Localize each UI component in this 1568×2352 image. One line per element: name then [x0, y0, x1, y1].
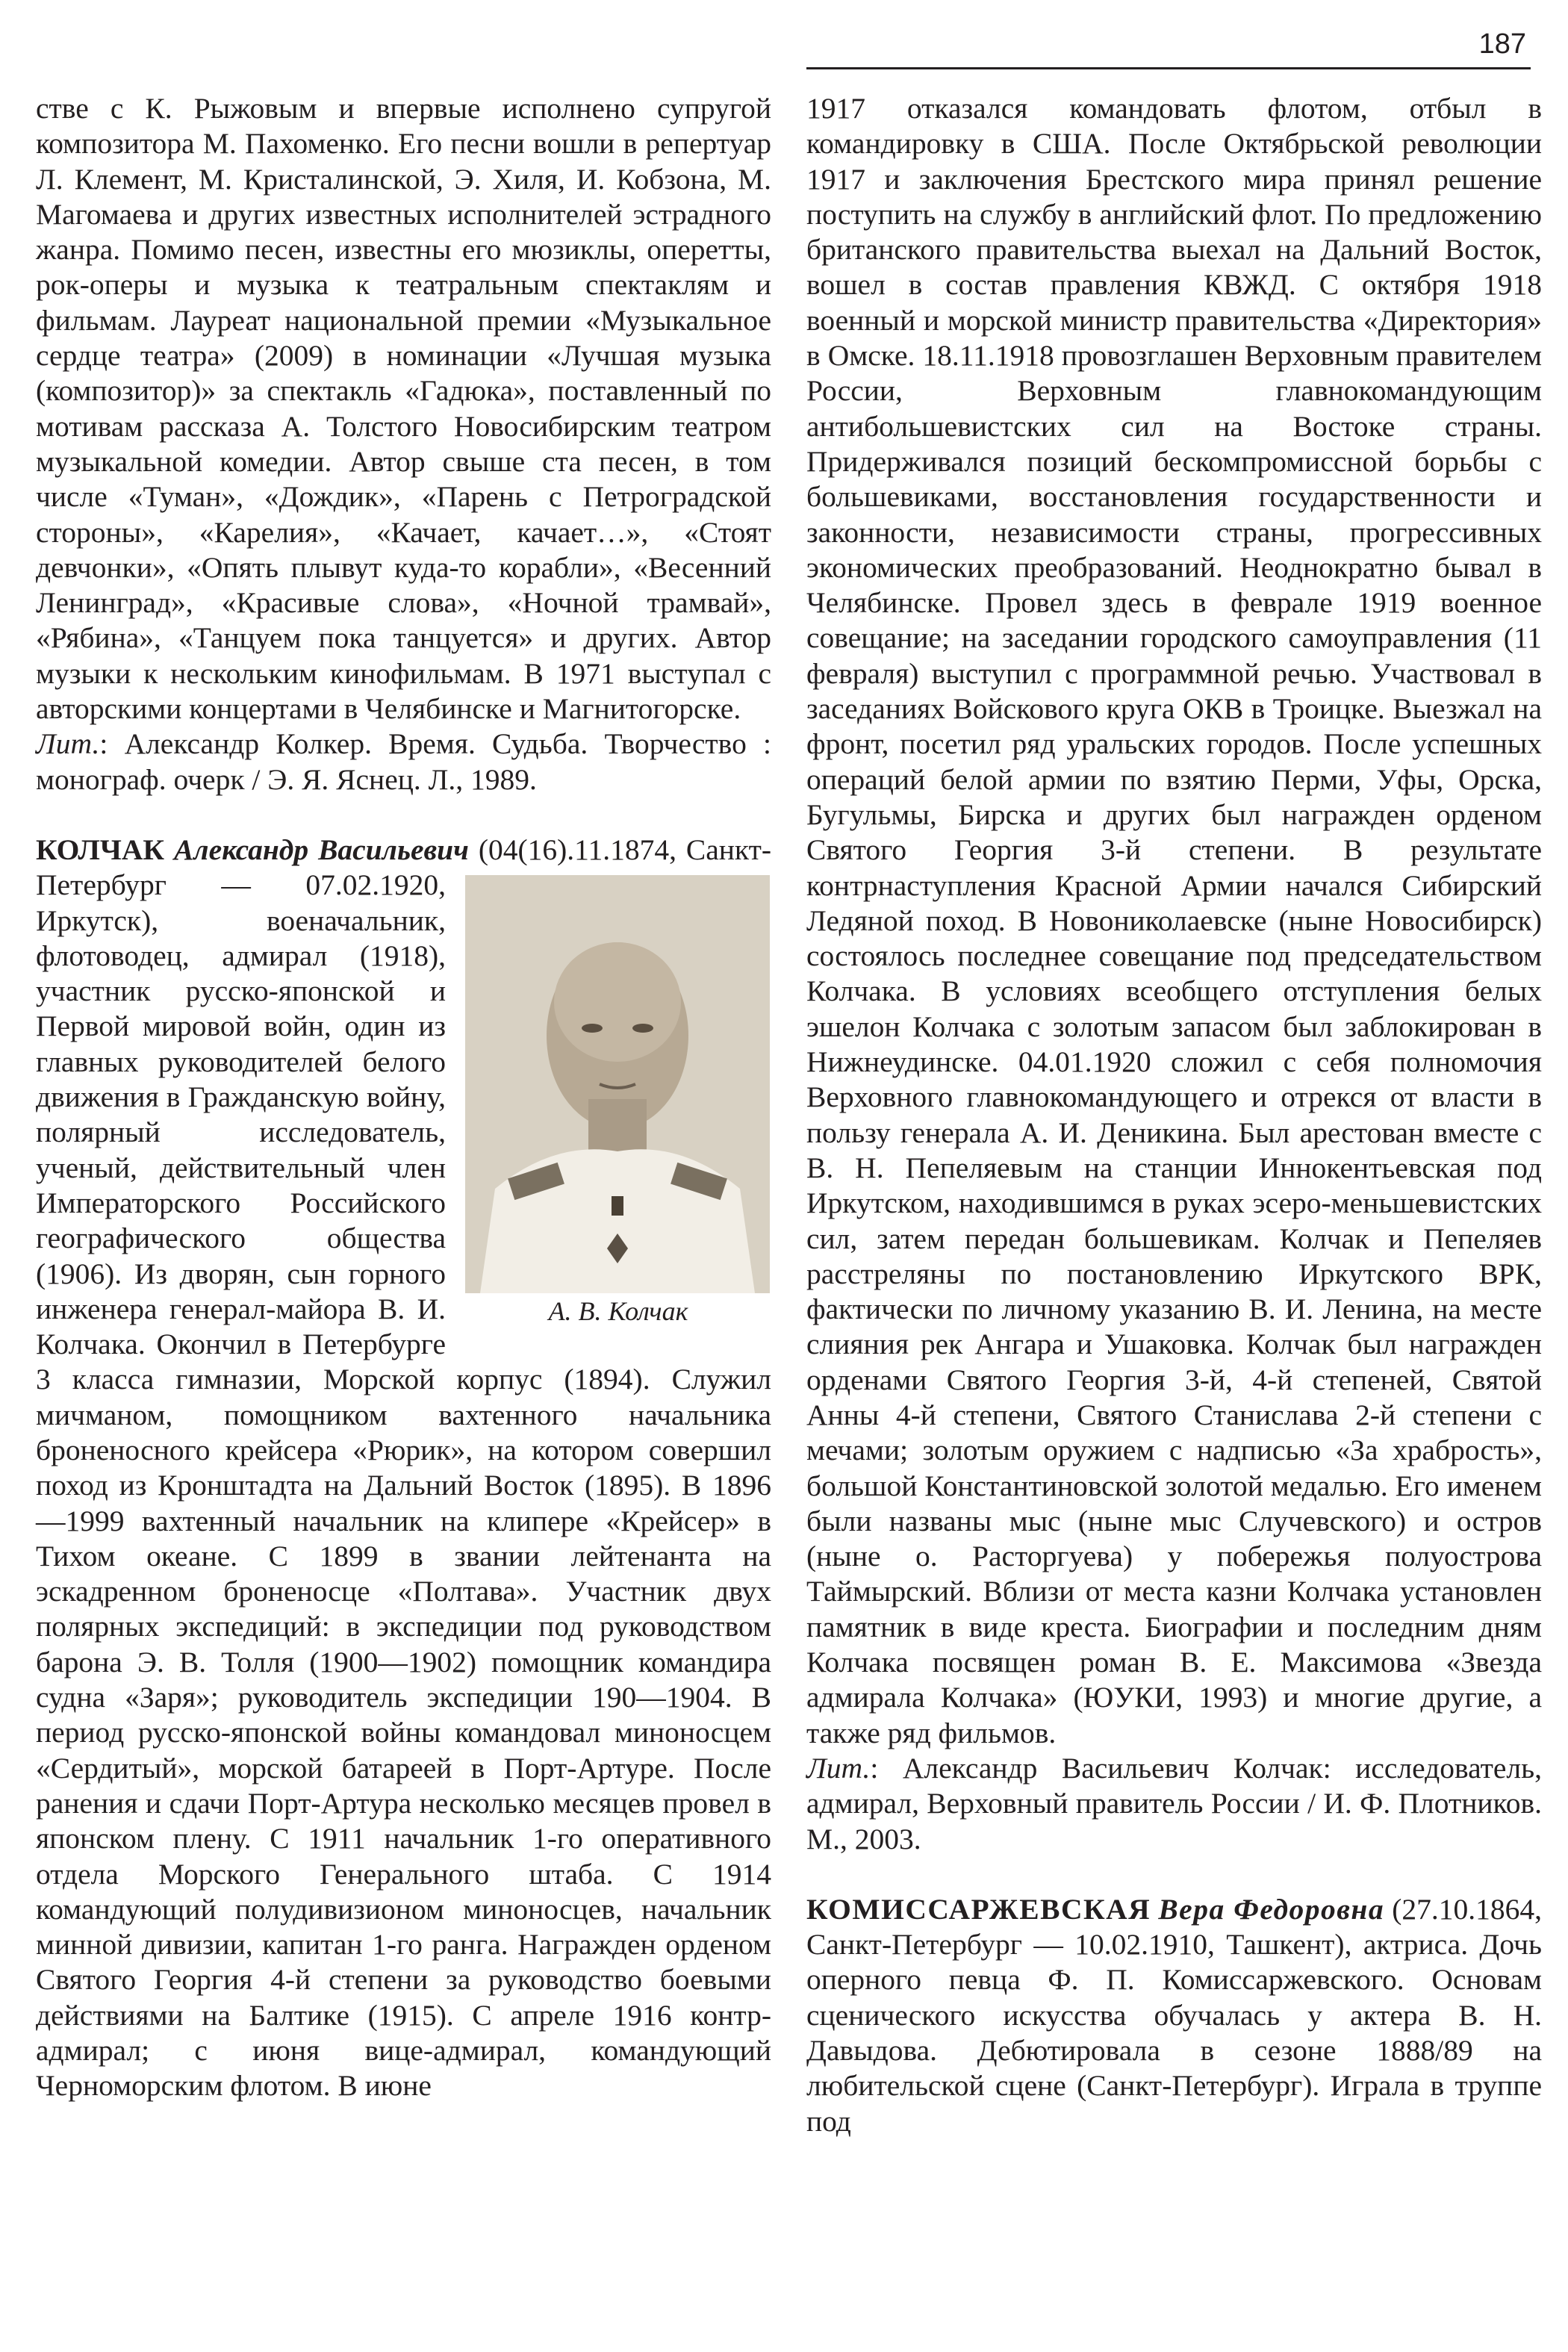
kolchak-literature [806, 1751, 1542, 1857]
lit-label: Лит. [806, 1751, 871, 1785]
page-number: 187 [1478, 28, 1526, 60]
portrait-figure [465, 875, 771, 1328]
entry-given-name: Вера Федоровна [1158, 1892, 1385, 1926]
entry-given-name: Александр Васильевич [173, 833, 469, 866]
left-column [36, 91, 771, 2104]
kolchak-entry [36, 833, 771, 2104]
komissarzhevskaya-entry [806, 1892, 1542, 2139]
kolchak-text: (04(16).11.1874, Санкт-Петербург — 07.02.1920, Иркутск), военачальник, флотоводец, адмирал (1918), участник русско-японской и Первой мировой войн, один из главных руководителей белого движения в Гражданскую войну, полярный исследователь, ученый, действительный член Императорского Российского географического общества (1906). Из дворян, сын горного инженера генерал-майора В. И. Колчака. Окончил в Петербурге 3 класса гимназии, Морской корпус (1894). Служил мичманом, помощником вахтенного начальника броненосного крейсера «Рюрик», на котором совершил поход из Кронштадта на Дальний Восток (1895). В 1896—1999 вахтенный начальник на клипере «Крейсер» в Тихом океане. С 1899 в звании лейтенанта на эскадренном броненосце «Полтава». Участник двух полярных экспедиций: в экспедиции под руководством барона Э. В. Толля (1900—1902) помощник командира судна «Заря»; руководитель экспедиции 190—1904. В период русско-японской войны командовал миноносцем «Сердитый», морской батареей в Порт-Артуре. После ранения и сдачи Порт-Артура несколько месяцев провел в японском плену. С 1911 начальник 1-го оперативного отдела Морского Генерального штаба. С 1914 командующий полудивизионом миноносцев, начальник минной дивизии, капитан 1-го ранга. Награжден орденом Святого Георгия 4-й степени за руководство боевыми действиями на Балтике (1915). С апреле 1916 контр-адмирал; с июня вице-адмирал, командующий Черноморским флотом. В июне [36, 833, 771, 2103]
lit-label: Лит. [36, 727, 100, 761]
kolchak-portrait-image [465, 875, 770, 1293]
entry-gap [36, 797, 771, 833]
lit-text: : Александр Колкер. Время. Судьба. Творчество : монограф. очерк / Э. Я. Яснец. Л., 1989. [36, 727, 771, 796]
kolchak-entry-continued: 1917 отказался командовать флотом, отбыл в командировку в США. После Октябрьской революции 1917 и заключения Брестского мира принял решение поступить на службу в английский флот. По предложению британского правительства выехал на Дальний Восток, вошел в состав правления КВЖД. С октября 1918 военный и морской министр правительства «Директория» в Омске. 18.11.1918 провозглашен Верховным правителем России, Верховным главнокомандующим антибольшевистских сил на Востоке страны. Придерживался позиций бескомпромиссной борьбы с большевиками, восстановления государственности и законности, независимости страны, прогрессивных экономических преобразований. Неоднократно бывал в Челябинске. Провел здесь в феврале 1919 военное совещание; на заседании городского самоуправления (11 февраля) выступил с программной речью. Участвовал в заседаниях Войскового круга ОКВ в Троицке. Выезжал на фронт, посетил ряд уральских городов. После успешных операций белой армии по взятию Перми, Уфы, Орска, Бугульмы, Бирска и других был награжден орденом Святого Георгия 3-й степени. В результате контрнаступления Красной Армии начался Сибирский Ледяной поход. В Новониколаевске (ныне Новосибирск) состоялось последнее совещание под председательством Колчака. В условиях всеобщего отступления белых эшелон Колчака с золотым запасом был заблокирован в Нижнеудинске. 04.01.1920 сложил с себя полномочия Верховного главнокомандующего и отрекся от власти в пользу генерала А. И. Деникина. Был арестован вместе с В. Н. Пепеляевым на станции Иннокентьевская под Иркутском, находившимся в руках эсеро-меньшевистских сил, затем передан большевикам. Колчак и Пепеляев расстреляны по постановлению Иркутского ВРК, фактически по личному указанию В. И. Ленина, на месте слияния рек Ангара и Ушаковка. Колчак был награжден орденами Святого Георгия 3-й, 4-й степеней, Святой Анны 4-й степени, Святого Станислава 2-й степени с мечами; золотым оружием с надписью «За храбрость», большой Константиновской золотой медалью. Его именем были названы мыс (ныне мыс Случевского) и остров (ныне о. Расторгуева) у побережья полуострова Таймырский. Вблизи от места казни Колчака установлен памятник в виде креста. Биографии и последним дням Колчака посвящен роман В. Е. Максимова «Звезда адмирала Колчака» (ЮУКИ, 1993) и многие другие, а также ряд фильмов. [806, 92, 1542, 1749]
portrait-caption: А. В. Колчак [548, 1296, 688, 1327]
right-column [806, 91, 1542, 2139]
entry-gap [806, 1857, 1542, 1892]
entry-headword: КОМИССАРЖЕВСКАЯ [806, 1892, 1151, 1926]
entry-headword: КОЛЧАК [36, 833, 165, 866]
header-rule [806, 67, 1531, 69]
komissarzhevskaya-text: (27.10.1864, Санкт-Петербург — 10.02.1910, Ташкент), актриса. Дочь оперного певца Ф. П. Комиссаржевского. Основам сценического искусства обучалась у актера В. Н. Давыдова. Дебютировала в сезоне 1888/89 на любительской сцене (Санкт-Петербург). Играла в труппе под [806, 1892, 1543, 2138]
lit-text: : Александр Васильевич Колчак: исследователь, адмирал, Верховный правитель России / И. Ф. Плотников. М., 2003. [806, 1751, 1542, 1855]
kolker-literature [36, 727, 771, 797]
kolker-entry-end: стве с К. Рыжовым и впервые исполнено супругой композитора М. Пахоменко. Его песни вошли в репертуар Л. Клемент, М. Кристалинской, Э. Хиля, И. Кобзона, М. Магомаева и других известных исполнителей эстрадного жанра. Помимо песен, известны его мюзиклы, оперетты, рок-оперы и музыка к театральным спектаклям и фильмам. Лауреат национальной премии «Музыкальное сердце театра» (2009) в номинации «Лучшая музыка (композитор)» за спектакль «Гадюка», поставленный по мотивам рассказа А. Толстого Новосибирским театром музыкальной комедии. Автор свыше ста песен, в том числе «Туман», «Дождик», «Парень с Петроградской стороны», «Карелия», «Качает, качает…», «Стоят девчонки», «Опять плывут куда-то корабли», «Весенний Ленинград», «Красивые слова», «Ночной трамвай», «Рябина», «Танцуем пока танцуется» и других. Автор музыки к нескольким кинофильмам. В 1971 выступал с авторскими концертами в Челябинске и Магнитогорске. [36, 92, 771, 726]
